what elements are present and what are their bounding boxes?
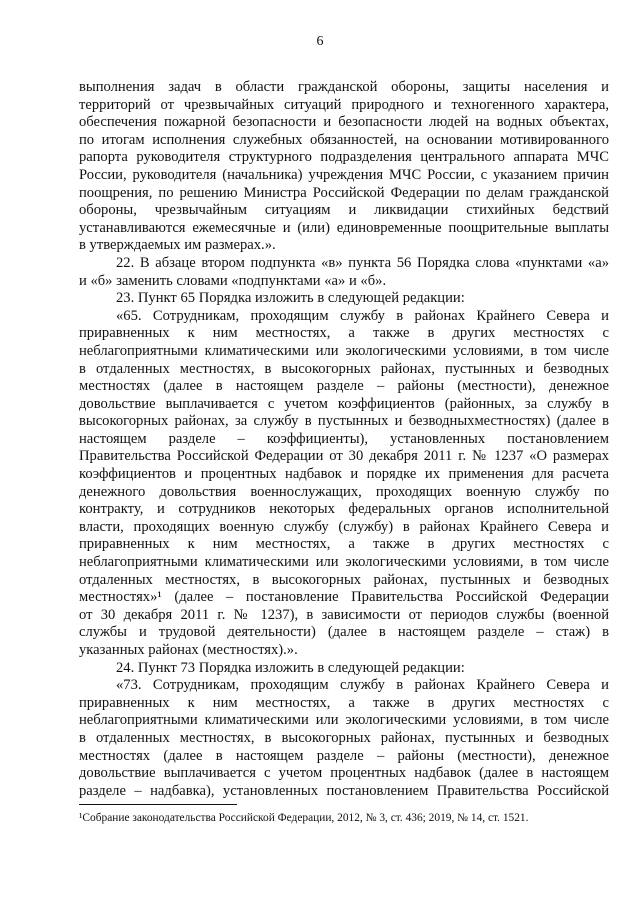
- text-line: по итогам исполнения служебных обязанностей, на основании мотивированного: [79, 131, 609, 148]
- text-line: власти, проходящих военную службу (службу) в районах Крайнего Севера и: [79, 518, 609, 535]
- text-line: разделе – надбавка), установленных постановлением Правительства Российской: [79, 782, 609, 799]
- text-line: Правительства Российской Федерации от 30 декабря 2011 г. № 1237 «О размерах: [79, 448, 609, 465]
- text-line: 23. Пункт 65 Порядка изложить в следующей редакции:: [116, 290, 465, 307]
- text-line: «65. Сотрудникам, проходящим службу в районах Крайнего Севера и: [116, 307, 609, 324]
- text-line: высокогорных районах, за службу в пустынных и безводныхместностях) (далее в: [79, 413, 609, 430]
- text-line: службы и трудовой деятельности) (далее в настоящем разделе – стаж) в: [79, 624, 609, 641]
- text-line: приравненных к ним местностях, а также в других местностях с: [79, 694, 609, 711]
- text-line: отдаленных местностях, в высокогорных районах, пустынных и безводных: [79, 571, 609, 588]
- text-line: 22. В абзаце втором подпункта «в» пункта 56 Порядка слова «пунктами «а»: [116, 254, 609, 271]
- text-line: России, руководителя (начальника) учреждения МЧС России, с указанием причин: [79, 166, 609, 183]
- text-line: местностях (далее в настоящем разделе – районы (местности), денежное: [79, 747, 609, 764]
- text-line: местностях (далее в настоящем разделе – районы (местности), денежное: [79, 378, 609, 395]
- text-line: настоящем разделе – коэффициенты), установленных постановлением: [79, 430, 609, 447]
- body-text: [79, 79, 609, 800]
- text-line: довольствие выплачивается с учетом коэффициентов (районных, за службу в: [79, 395, 609, 412]
- text-line: 24. Пункт 73 Порядка изложить в следующей редакции:: [116, 659, 465, 676]
- text-line: неблагоприятными климатическими или экологическими условиями, в том числе: [79, 342, 609, 359]
- text-line: в отдаленных местностях, в высокогорных районах, пустынных и безводных: [79, 729, 609, 746]
- text-line: от 30 декабря 2011 г. № 1237), в зависимости от периодов службы (военной: [79, 606, 609, 623]
- text-line: денежного довольствия военнослужащих, проходящих военную службу по: [79, 483, 609, 500]
- text-line: местностях»¹ (далее – постановление Правительства Российской Федерации: [79, 589, 609, 606]
- footnote-separator: [79, 804, 237, 805]
- text-line: и «б» заменить словами «подпунктами «а» и «б».: [79, 272, 387, 289]
- page-number: 6: [316, 34, 324, 49]
- text-line: неблагоприятными климатическими или экологическими условиями, в том числе: [79, 554, 609, 571]
- text-line: обеспечения пожарной безопасности и безопасности людей на водных объектах,: [79, 114, 609, 131]
- text-line: рапорта руководителя структурного подразделения центрального аппарата МЧС: [79, 149, 609, 166]
- text-line: в отдаленных местностях, в высокогорных районах, пустынных и безводных: [79, 360, 609, 377]
- text-line: выполнения задач в области гражданской обороны, защиты населения и: [79, 79, 609, 95]
- footnote: ¹Собрание законодательства Российской Федерации, 2012, № 3, ст. 436; 2019, № 14, ст. 1521.: [79, 812, 529, 824]
- text-line: поощрения, по решению Министра Российской Федерации по делам гражданской: [79, 184, 609, 201]
- text-line: контракту, и сотрудников некоторых федеральных органов исполнительной: [79, 501, 609, 518]
- text-line: территорий от чрезвычайных ситуаций природного и техногенного характера,: [79, 96, 609, 113]
- text-line: коэффициентов и процентных надбавок и порядке их применения для расчета: [79, 466, 609, 483]
- text-line: указанных районах (местностях).».: [79, 642, 298, 658]
- text-line: приравненных к ним местностях, а также в других местностях с: [79, 536, 609, 553]
- text-line: обороны, чрезвычайным ситуациям и ликвидации стихийных бедствий: [79, 202, 609, 219]
- text-line: приравненных к ним местностях, а также в других местностях с: [79, 325, 609, 342]
- text-line: довольствие выплачивается с учетом процентных надбавок (далее в настоящем: [79, 765, 609, 782]
- text-line: устанавливаются ежемесячные и (или) единовременные поощрительные выплаты: [79, 219, 609, 236]
- text-line: в утверждаемых им размерах.».: [79, 237, 276, 254]
- text-line: неблагоприятными климатическими или экологическими условиями, в том числе: [79, 712, 609, 729]
- text-line: «73. Сотрудникам, проходящим службу в районах Крайнего Севера и: [116, 677, 609, 694]
